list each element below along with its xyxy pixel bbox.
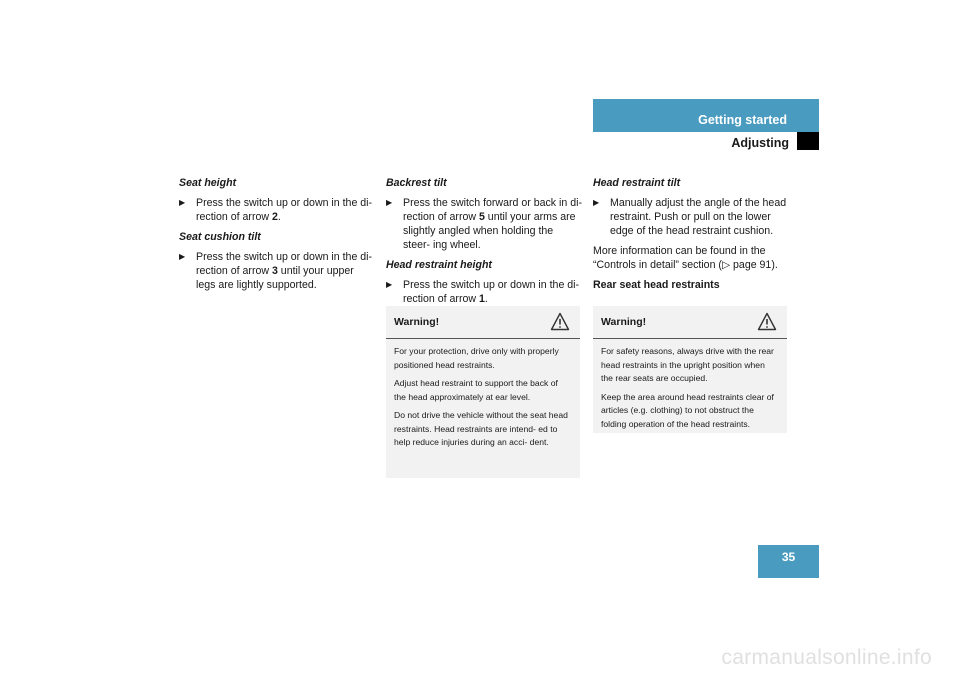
arrow-number: 5: [478, 211, 485, 223]
heading-head-restraint-height: Head restraint height: [386, 259, 492, 271]
column-1: [179, 174, 374, 298]
arrow-number: 3: [271, 265, 278, 277]
warning-paragraph: For your protection, drive only with properly positioned head restraints.: [394, 346, 559, 370]
more-info-text: More information can be found in the “Controls in detail” section (▷ page 91).: [593, 245, 778, 271]
step-seat-cushion-tilt: ▶ Press the switch up or down in the di- rection of arrow 3 until your upper legs are lightly supported.: [179, 251, 373, 291]
heading-seat-height: Seat height: [179, 177, 237, 189]
warning-body: [386, 339, 580, 461]
step-head-restraint-height: ▶ Press the switch up or down in the di- rection of arrow 1.: [386, 279, 580, 305]
bullet-arrow-icon: ▶: [179, 198, 186, 207]
warning-body: [593, 339, 787, 442]
arrow-number: 1: [478, 293, 485, 305]
section-header-bar: [593, 99, 819, 132]
warning-triangle-icon: [550, 312, 570, 331]
bullet-arrow-icon: ▶: [593, 198, 600, 207]
subsection-title: Adjusting: [731, 136, 789, 150]
heading-seat-cushion-tilt: Seat cushion tilt: [179, 231, 261, 243]
column-3: [593, 174, 789, 298]
section-title: Getting started: [698, 113, 787, 127]
page-number: 35: [758, 545, 819, 578]
warning-box-rear-restraints: [593, 306, 787, 433]
warning-title: Warning!: [386, 306, 580, 339]
watermark-text: carmanualsonline.info: [721, 646, 932, 669]
header-marker: [797, 132, 819, 150]
arrow-number: 2: [271, 211, 278, 223]
warning-paragraph: Do not drive the vehicle without the seat head restraints. Head restraints are intend- ed to help reduce injuries during an acci- dent.: [394, 410, 568, 447]
warning-box-head-restraints: [386, 306, 580, 478]
warning-paragraph: Keep the area around head restraints clear of articles (e.g. clothing) to not obstruct the folding operation of the head restraints.: [601, 391, 774, 429]
bullet-arrow-icon: ▶: [386, 280, 393, 289]
warning-paragraph: Adjust head restraint to support the back of the head approximately at ear level.: [394, 378, 558, 402]
bullet-arrow-icon: ▶: [179, 252, 186, 261]
heading-head-restraint-tilt: Head restraint tilt: [593, 177, 681, 189]
warning-paragraph: For safety reasons, always drive with the rear head restraints in the upright position when the rear seats are occupied.: [601, 346, 774, 383]
heading-rear-seat-head-restraints: Rear seat head restraints: [593, 279, 720, 291]
step-head-restraint-tilt: ▶ Manually adjust the angle of the head restraint. Push or pull on the lower edge of the head restraint cushion.: [593, 197, 787, 237]
warning-title: Warning!: [593, 306, 787, 339]
heading-backrest-tilt: Backrest tilt: [386, 177, 447, 189]
step-seat-height: ▶ Press the switch up or down in the di- rection of arrow 2.: [179, 197, 373, 223]
bullet-arrow-icon: ▶: [386, 198, 393, 207]
column-2: [386, 174, 582, 312]
step-backrest-tilt: ▶ Press the switch forward or back in di- rection of arrow 5 until your arms are slightly angled when holding the steer- ing wheel.: [386, 197, 582, 251]
warning-triangle-icon: [757, 312, 777, 331]
